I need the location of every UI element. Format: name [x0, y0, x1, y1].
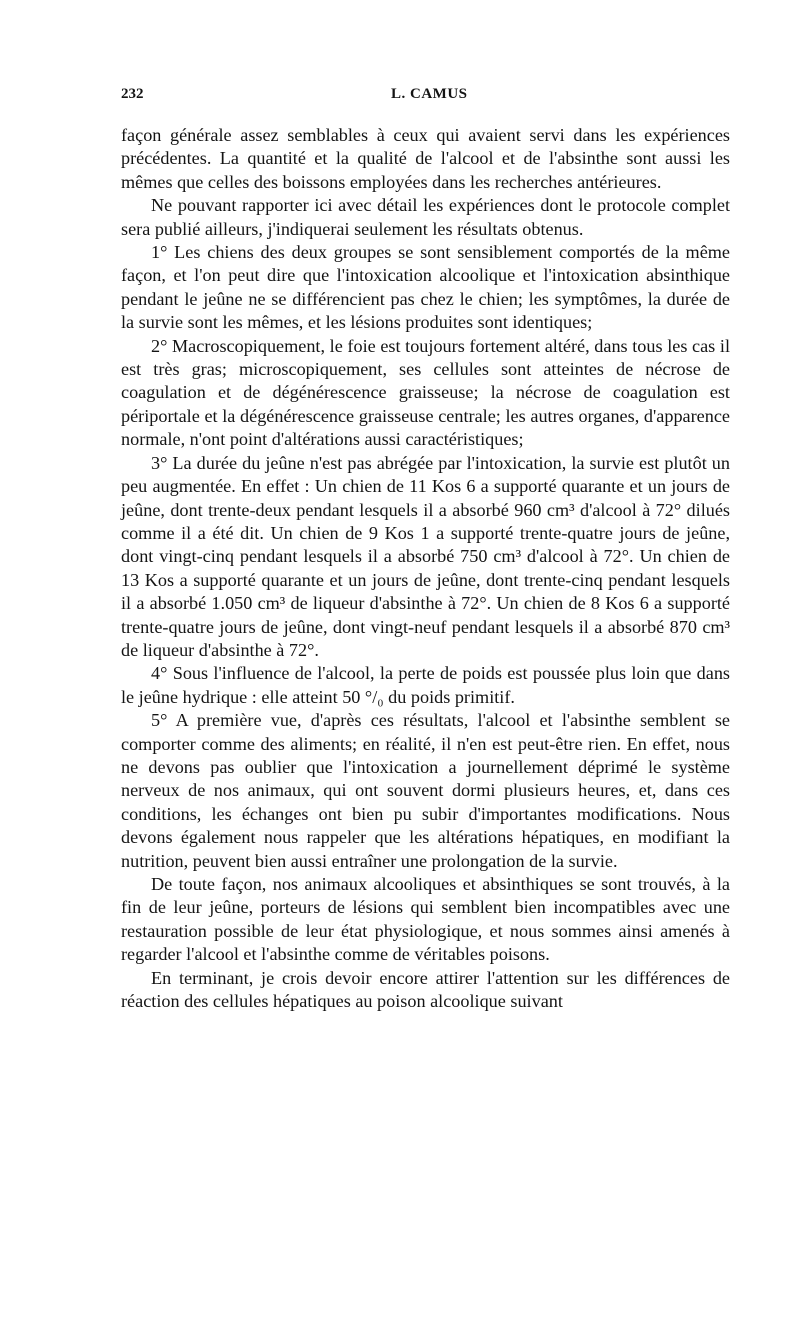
body-text	[121, 124, 730, 1013]
paragraph-result-3: 3° La durée du jeûne n'est pas abrégée par l'intoxication, la survie est plutôt un peu augmentée. En effet : Un chien de 11 Kos 6 a supporté quarante et un jours de jeûne, dont trente-deux pendant lesquels il a absorbé 960 cm³ d'alcool à 72° dilués comme il a été dit. Un chien de 9 Kos 1 a supporté trente-quatre jours de jeûne, dont vingt-cinq pendant lesquels il a absorbé 750 cm³ d'alcool à 72°. Un chien de 13 Kos a supporté quarante et un jours de jeûne, dont trente-cinq pendant lesquels il a absorbé 1.050 cm³ de liqueur d'absinthe à 72°. Un chien de 8 Kos 6 a supporté trente-quatre jours de jeûne, dont vingt-neuf pendant lesquels il a absorbé 870 cm³ de liqueur d'absinthe à 72°.	[121, 452, 730, 660]
paragraph-protocol-note: Ne pouvant rapporter ici avec détail les expériences dont le protocole complet sera publié ailleurs, j'indiquerai seulement les résultats obtenus.	[121, 195, 730, 239]
running-head: L. CAMUS	[391, 86, 468, 102]
paragraph-closing: En terminant, je crois devoir encore attirer l'attention sur les différences de réaction des cellules hépatiques au poison alcoolique suivant	[121, 967, 730, 1012]
paragraph-result-2: 2° Macroscopiquement, le foie est toujours fortement altéré, dans tous les cas il est très gras; microscopiquement, ses cellules sont atteintes de nécrose de coagulation et de dégénérescence graisseuse; la nécrose de coagulation est périportale et la dégénérescence graisseuse centrale; les autres organes, d'apparence normale, n'ont point d'altérations aussi caractéristiques;	[121, 335, 730, 450]
paragraph-result-4: 4° Sous l'influence de l'alcool, la perte de poids est poussée plus loin que dans le jeûne hydrique : elle atteint 50 °/₀ du poids primitif.	[121, 663, 730, 707]
paragraph-continued: façon générale assez semblables à ceux qui avaient servi dans les expériences précédentes. La quantité et la qualité de l'alcool et de l'absinthe sont aussi les mêmes que celles des boissons employées dans les recherches antérieures.	[121, 125, 730, 192]
paragraph-conclusion: De toute façon, nos animaux alcooliques et absinthiques se sont trouvés, à la fin de leur jeûne, porteurs de lésions qui semblent bien incompatibles avec une restauration possible de leur état physiologique, et nous sommes ainsi amenés à regarder l'alcool et l'absinthe comme de véritables poisons.	[121, 874, 730, 965]
paragraph-result-1: 1° Les chiens des deux groupes se sont sensiblement comportés de la même façon, et l'on peut dire que l'intoxication alcoolique et l'intoxication absinthique pendant le jeûne ne se différencient pas chez le chien; les symptômes, la durée de la survie sont les mêmes, et les lésions produites sont identiques;	[121, 242, 730, 333]
paragraph-result-5: 5° A première vue, d'après ces résultats, l'alcool et l'absinthe semblent se comporter comme des aliments; en réalité, il n'en est peut-être rien. En effet, nous ne devons pas oublier que l'intoxication a journellement déprimé le système nerveux de nos animaux, qui ont souvent dormi plusieurs heures, et, dans ces conditions, les échanges ont bien pu subir d'importantes modifications. Nous devons également nous rappeler que les altérations hépatiques, en modifiant la nutrition, peuvent bien aussi entraîner une prolongation de la survie.	[121, 710, 730, 871]
page-header	[121, 86, 730, 110]
page-number: 232	[121, 86, 144, 102]
